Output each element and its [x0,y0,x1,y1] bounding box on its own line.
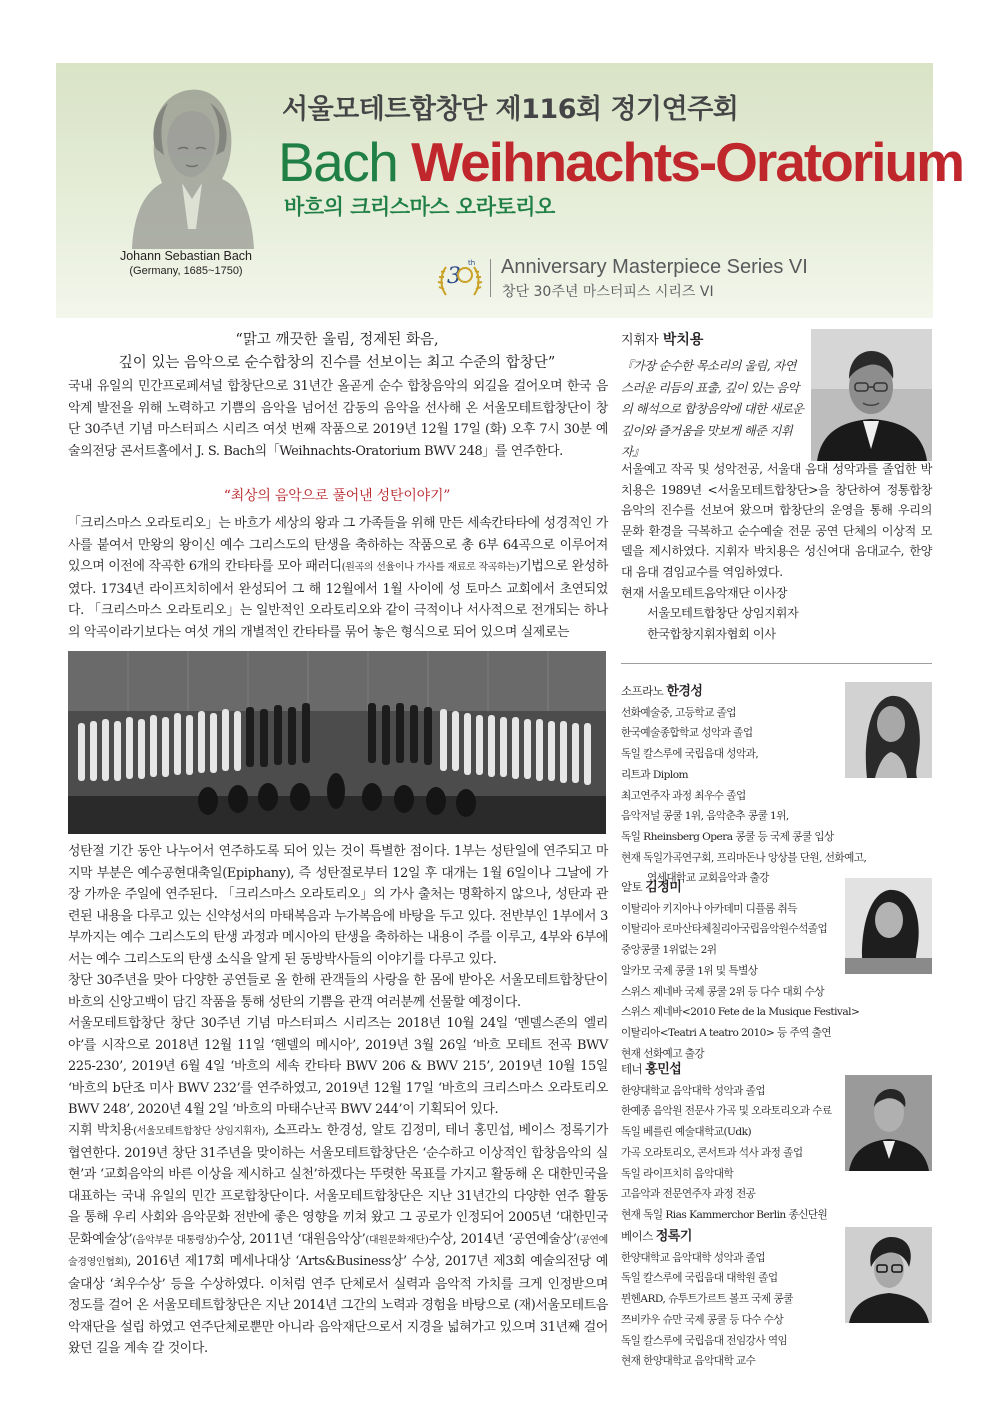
anniversary-series-en: Anniversary Masterpiece Series VI [501,256,808,278]
conductor-quote: 『가장 순수한 목소리의 울림, 자연스러운 리듬의 표출, 깊이 있는 음악의 해석으로 합창음악에 대한 새로운 깊이와 즐거움을 맛보게 해준 지휘자』 [621,359,804,459]
soloist-bio-line: 알카모 국제 콩쿨 1위 및 특별상 [621,964,758,977]
soloist-bio-line: 가곡 오라토리오, 콘서트과 석사 과정 졸업 [621,1146,803,1159]
choir-performance-photo [68,651,606,834]
soloist-bio-line: 한예종 음악원 전문사 가곡 및 오라토리오과 수료 [621,1105,832,1118]
soloist-bio-line: 음악저널 콩쿨 1위, 음악춘추 콩쿨 1위, [621,810,789,823]
para-a-text1: 「크리스마스 오라토리오」는 바흐가 세상의 왕과 그 가족들을 위해 만든 세속칸타타에 성경적인 가사를 붙여서 만왕의 왕이신 예수 그리스도의 탄생을 축하하는 작품으로 총 6부 64곡으로 이루어져 있으며 이전에 작곡한 6개의 칸타타를 모아 패러디 [68,516,608,574]
soloist-bio-line: 리트과 Diplom [621,768,689,781]
soloist-bio-line: 독일 칼스루에 국립음대 전임강사 역임 [621,1334,788,1347]
para-e-note1: (서울모테트합창단 상임지휘자) [133,1126,266,1137]
para-e-text1: 지휘 박치용 [68,1123,134,1138]
soloist-name: 김정미 [645,880,682,895]
concert-subtitle: 서울모테트합창단 제116회 정기연주회 [282,94,739,125]
soloist-bio-line: 독일 라이프치히 음악대학 [621,1167,734,1180]
anniversary-series-ko: 창단 30주년 마스터피스 시리즈 VI [502,284,714,300]
soloist-name: 한경성 [666,684,703,699]
conductor-position: 서울모테트합창단 상임지휘자 [647,606,799,621]
soloist-role: 베이스 [621,1229,653,1243]
conductor-position: 현재 서울모테트음악재단 이사장 [621,585,788,600]
tenor-photo [845,1075,932,1171]
bass-photo [845,1227,932,1323]
intro-quote [68,329,606,375]
soloist-heading [621,1059,851,1081]
soloist-bio-line: 독일 칼스루에 국립음대 성악과, [621,748,759,761]
soloist-heading [621,1226,851,1248]
soloist-bio-line: 스위스 제네바 국제 콩쿨 2위 등 다수 대회 수상 [621,985,825,998]
soloist-tenor [621,1059,851,1226]
alto-photo [845,878,932,974]
soloist-bio-line: 이탈리아 키지아나 아카데미 디플롬 취득 [621,902,797,915]
section-paragraph-c: 창단 30주년을 맞아 다양한 공연들로 올 한해 관객들의 사랑을 한 몸에 받아온 서울모테트합창단이 바흐의 신앙고백이 담긴 작품을 통해 성탄의 기쁨을 관객 여러분께 선물할 예정이다. [68,973,608,1010]
para-e-text3: 수상, 2011년 ‘대원음악상’ [217,1231,366,1247]
soloist-soprano [621,681,867,889]
soloist-bio-line: 독일 베를린 예술대학교(Udk) [621,1126,752,1139]
svg-text:3: 3 [447,264,461,289]
soloist-bio-line: 이탈리아 로마산타체칠리아국립음악원수석졸업 [621,923,828,936]
soloist-bio-line: 현재 선화예고 출강 [621,1047,705,1060]
composer-caption [56,249,316,279]
para-a-text2: 기법으로 완성하였다. 1734년 라이프치히에서 완성되어 그 해 12월에서 1월 사이에 성 토마스 교회에서 초연되었다. 「크리스마스 오라토리오」는 일반적인 오라토리오와 같이 극적이나 서사적으로 전개되는 하나의 악곡이라기보다는 여섯 개의 개별적인 칸타타를 묶어 놓은 형식으로 되어 있으며 실제로는 [68,559,608,640]
para-e-note3: (대원문화재단) [365,1234,429,1246]
section-divider [621,663,932,664]
concert-title [278,133,963,191]
soloist-bio-line: 한양대학교 음악대학 성악과 졸업 [621,1251,766,1264]
soloist-bio-line: 연세대학교 교회음악과 출강 [647,872,769,885]
soloist-name: 정록기 [655,1229,692,1244]
soloist-bio-line: 뮌헨ARD, 슈투트가르트 볼프 국제 콩쿨 [621,1293,793,1306]
section-quote: “최상의 음악으로 풀어낸 성탄이야기” [223,488,451,504]
soloist-heading [621,877,851,899]
soloist-bio-line: 쯔비카우 슈만 국제 콩쿨 등 다수 수상 [621,1313,784,1326]
conductor-name: 박치용 [662,332,704,348]
soloist-bio-line: 현재 한양대학교 음악대학 교수 [621,1355,756,1368]
soloist-bio-line: 스위스 제네바<2010 Fete de la Musique Festival> [621,1006,860,1019]
soloist-bio-line: 고음악과 전문연주자 과정 전공 [621,1188,756,1201]
soloist-bio-line: 현재 독일가곡연구회, 프리마돈나 앙상블 단원, 선화예고, [621,851,867,864]
soloist-alto [621,877,860,1064]
intro-paragraph: 국내 유일의 민간프로페셔널 합창단으로 31년간 올곧게 순수 합창음악의 외길을 걸어오며 한국 음악계 발전을 위해 노력하고 기쁨의 음악을 넘어선 감동의 음악을 선사해 온 서울모테트합창단이 창단 30주년 기념 마스터피스 시리즈 여섯 번째 작품으로 2019년 12월 17일 (화) 오후 7시 30분 예술의전당 콘서트홀에서 J. S. Bach의「Weihnachts-Oratorium BWV 248」를 연주한다. [68,379,608,459]
conductor-position: 한국합창지휘자협회 이사 [647,626,776,641]
intro-quote-line2: 깊이 있는 음악으로 순수합창의 진수를 선보이는 최고 수준의 합창단” [118,355,556,371]
bach-portrait-image [112,79,262,249]
para-e-text2: , 소프라노 한경성, 알토 김정미, 테너 홍민섭, 베이스 정록기가 협연한다. 2019년 창단 31주년을 맞이하는 서울모테트합창단은 ‘순수하고 이상적인 합창음악의 실현’과 ‘교회음악의 바른 이상을 제시하고 실천’하겠다는 뚜렷한 목표를 가지고 활동해 온 대한민국을 대표하는 국내 유일의 민간 프로합창단이다. 서울모테트합창단은 지난 31년간의 다양한 연주 활동을 통해 우리 사회와 음악문화 전반에 좋은 영향을 끼쳐 왔고 그 공로가 인정되어 2005년 ‘대한민국문화예술상’ [68,1123,608,1247]
soloist-role: 알토 [621,880,643,894]
svg-text:th: th [468,259,476,267]
conductor-bio-text: 서울예고 작곡 및 성악전공, 서울대 음대 성악과를 졸업한 박치용은 1989년 <서울모테트합창단>을 창단하여 정통합창음악의 진수를 선보여 왔으며 합창단의 운영을 통해 우리의 문화 환경을 극복하고 순수예술 전문 공연 단체의 이상적 모델을 제시하였다. 지휘자 박치용은 성신여대 음대교수, 한양대 음대 겸임교수를 역임하였다. [621,462,932,579]
conductor-role: 지휘자 [621,333,659,348]
soloist-bio-line: 독일 칼스루에 국립음대 대학원 졸업 [621,1272,778,1285]
section-paragraph-b: 성탄절 기간 동안 나누어서 연주하도록 되어 있는 것이 특별한 점이다. 1부는 성탄일에 연주되고 마지막 부분은 예수공현대축일(Epiphany), 즉 성탄절로부터 12일 후 대개는 1월 6일이나 그날에 가장 가까운 주일에 연주된다. 「크리스마스 오라토리오」의 가사 출처는 명확하지 않으나, 성탄과 관련된 내용을 다루고 있는 신약성서의 마태복음과 누가복음에 바탕을 두고 있다. 전반부인 1부에서 3부까지는 예수 그리스도의 탄생 과정과 메시아의 탄생을 축하하는 내용이 주를 이루고, 4부와 6부에서는 예수 그리스도의 탄생 소식을 알게 된 동방박사들의 이야기를 다루고 있다. [68,844,608,967]
soloist-bio-line: 현재 독일 Rias Kammerchor Berlin 종신단원 [621,1208,828,1221]
conductor-bio [621,459,932,644]
30th-anniversary-emblem-icon [432,249,488,305]
para-e-note2: (음악부문 대통령상) [132,1234,218,1246]
soloist-role: 테너 [621,1062,643,1076]
soloist-bio-line: 한국예술종합학교 성악과 졸업 [621,727,753,740]
composer-dates: (Germany, 1685~1750) [129,265,243,277]
soprano-photo [845,682,932,778]
divider [490,259,491,297]
section-paragraph-e [68,1120,608,1360]
soloist-bio-line: 중앙콩쿨 1위없는 2위 [621,944,717,957]
intro-quote-line1: “맑고 깨끗한 울림, 정제된 화음, [235,332,439,348]
soloist-bio-line: 한양대학교 음악대학 성악과 졸업 [621,1084,766,1097]
para-e-text5: , 2016년 제17회 메세나대상 ‘Arts&Business상’ 수상, 2017년 제3회 예술의전당 예술대상 ‘최우수상’ 등을 수상하였다. 이처럼 연주 단체로서 실력과 음악적 가치를 크게 인정받으며 정도를 걸어 온 서울모테트합창단은 지난 2014년 그간의 노력과 경험을 바탕으로 (재)서울모테트음악재단을 설립 하였고 연주단체로뿐만 아니라 음악재단으로서 지경을 넓혀가고 있으며 31년째 걸어왔던 길을 계속 갈 것이다. [68,1254,608,1356]
soloist-name: 홍민섭 [645,1062,682,1077]
conductor-heading [621,329,703,349]
para-a-note: (원곡의 선율이나 가사를 재료로 작곡하는) [341,562,520,573]
para-e-note4: (공연예술경영인협회) [68,1234,608,1268]
soloist-heading [621,681,851,703]
soloist-bio-line: 선화예술중, 고등학교 졸업 [621,706,736,719]
soloist-bio-line: 이탈리아<Teatri A teatro 2010> 등 주역 출연 [621,1026,832,1039]
title-bach: Bach [278,131,398,193]
header-banner [56,63,963,318]
para-e-text4: 수상, 2014년 ‘공연예술상’ [428,1231,577,1247]
section-paragraph-d: 서울모테트합창단 창단 30주년 기념 마스터피스 시리즈는 2018년 10월 24일 ‘멘델스존의 엘리야’를 시작으로 2018년 12월 11일 ‘헨델의 메시아’, 2019년 3월 26일 ‘바흐 모테트 전곡 BWV 225-230’, 2019년 6월 4일 ‘바흐의 세속 칸타타 BWV 206 & BWV 215’, 2019년 10월 15일 ‘바흐의 b단조 미사 BWV 232’를 연주하였고, 2019년 12월 17일 ‘바흐의 크리스마스 오라토리오 BWV 248’, 2020년 4월 2일 ‘바흐의 마태수난곡 BWV 244’이 기획되어 있다. [68,1016,608,1117]
title-korean: 바흐의 크리스마스 오라토리오 [284,195,555,219]
soloist-bass [621,1226,851,1372]
soloist-role: 소프라노 [621,684,664,698]
section-paragraph-a [68,513,608,643]
conductor-photo [811,329,932,461]
soloist-bio-line: 최고연주자 과정 최우수 졸업 [621,789,746,802]
soloist-bio-line: 독일 Rheinsberg Opera 콩쿨 등 국제 콩쿨 입상 [621,830,834,843]
title-weihnachts: Weihnachts-Oratorium [411,131,963,193]
composer-name: Johann Sebastian Bach [119,249,253,263]
